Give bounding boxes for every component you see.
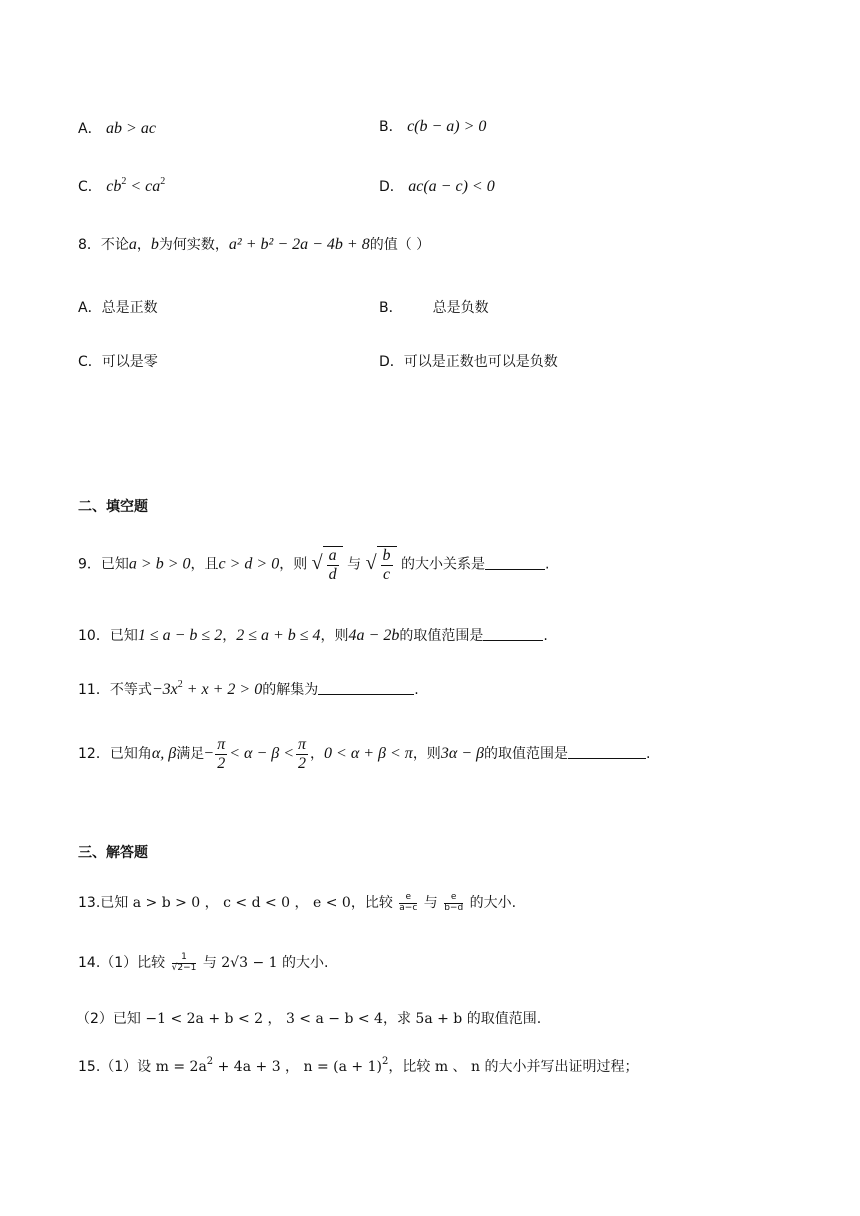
question-11-expr: $-3x^2 + x + 2 > 0$ (151, 679, 263, 698)
question-11: 11．不等式$-3x^2 + x + 2 > 0$的解集为 . (78, 679, 419, 698)
option-7d-expr: ac(a − c) < 0 (408, 178, 495, 195)
question-12: 12．已知角α, β满足− $\frac{\pi}{2}$ < α − β < $\frac{\pi}{2}$ ，0 < α + β < π，则3α − β的取值范围是 . (78, 736, 651, 772)
question-9: 9．已知a > b > 0，且c > d > 0，则 √ $\frac{a}{d}$ 与 √ $\frac{b}{c}$ 的大小关系是 . (78, 547, 550, 583)
answer-blank[interactable] (318, 682, 414, 695)
question-15: 15.（1）设 $m = 2a^2 + 4a + 3$ ， $n = (a + 1)^2$，比较 m 、 n 的大小并写出证明过程； (78, 1056, 639, 1075)
option-7d: D． ac(a − c) < 0 (379, 178, 495, 195)
question-14-part-2: （2）已知 −1 < 2a + b < 2 ， 3 < a − b < 4，求 5a + b 的取值范围. (76, 1011, 542, 1027)
answer-blank[interactable] (483, 628, 543, 641)
option-7b: B． c(b − a) > 0 (379, 118, 487, 135)
expr-n: $n = (a + 1)^2$ (303, 1056, 389, 1075)
question-8-expr: a² + b² − 2a − 4b + 8 (228, 236, 370, 253)
question-8: 8．不论a，b为何实数，a² + b² − 2a − 4b + 8的值（ ） (78, 236, 431, 253)
sqrt-b-over-c: √ $\frac{b}{c}$ (366, 546, 397, 583)
question-14-part-1: 14.（1）比较 $\frac{1}{√2-1}$ 与 2√3 − 1 的大小. (78, 951, 329, 973)
option-7a-expr: ab > ac (106, 120, 156, 137)
option-7c-expr: $cb^2 < ca^2$ (106, 176, 166, 195)
section-title-fill-blank: 二、填空题 (78, 499, 148, 515)
answer-blank[interactable] (568, 746, 646, 759)
option-8a: A．总是正数 (78, 300, 158, 316)
sqrt-a-over-d: √ $\frac{a}{d}$ (312, 546, 343, 583)
option-8d: D．可以是正数也可以是负数 (379, 354, 558, 370)
section-title-answer: 三、解答题 (78, 845, 148, 861)
option-8b: B． 总是负数 (379, 300, 489, 316)
question-10: 10．已知1 ≤ a − b ≤ 2，2 ≤ a + b ≤ 4，则4a − 2b的取值范围是 . (78, 627, 548, 644)
option-8c: C．可以是零 (78, 354, 158, 370)
option-7c: C． $cb^2 < ca^2$ (78, 176, 166, 195)
option-7a: A． ab > ac (78, 120, 156, 137)
question-13: 13.已知 a > b > 0 ， c < d < 0 ， e < 0，比较 $\frac{e}{a-c}$ 与 $\frac{e}{b-d}$ 的大小. (78, 891, 517, 913)
answer-blank[interactable] (485, 557, 545, 570)
expr-m: $m = 2a^2 + 4a + 3$ (155, 1056, 281, 1075)
option-7b-expr: c(b − a) > 0 (407, 118, 487, 135)
